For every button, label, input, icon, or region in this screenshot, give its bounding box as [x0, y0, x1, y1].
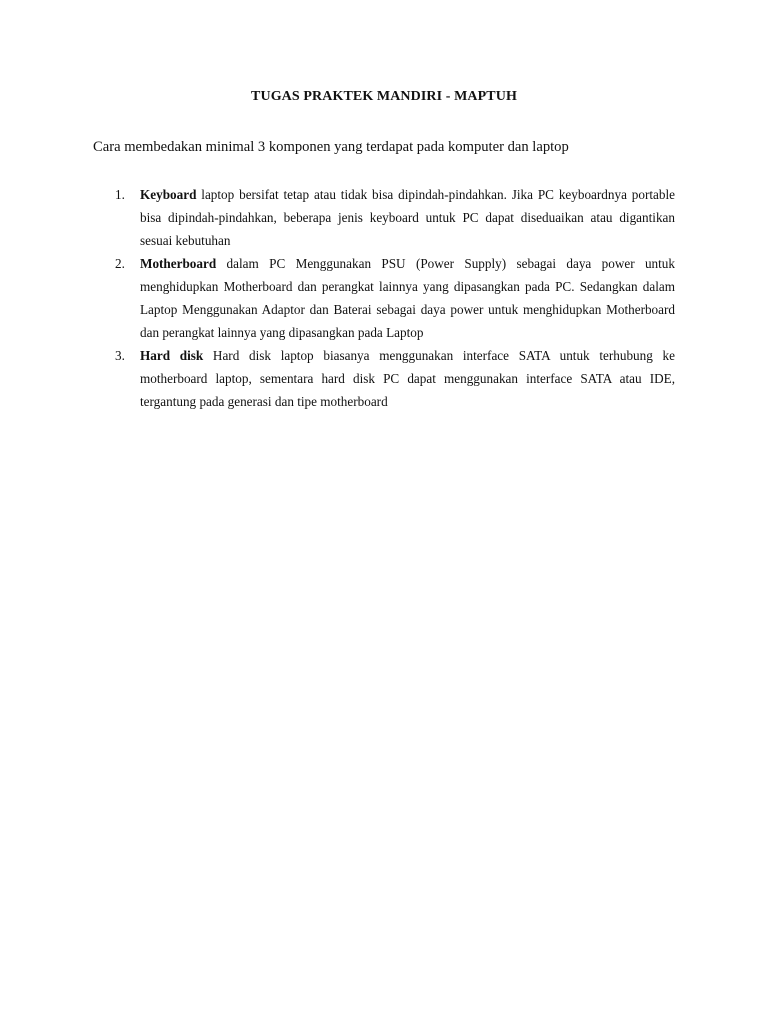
list-item-hard-disk: [93, 344, 675, 413]
list-item-term: Hard disk: [140, 348, 204, 363]
component-list: [93, 183, 675, 413]
list-item-text: laptop bersifat tetap atau tidak bisa dipindah-pindahkan. Jika PC keyboardnya portable bisa dipindah-pindahkan, beberapa jenis keyboard untuk PC dapat diseduaikan atau digantikan sesuai kebutuhan: [140, 187, 675, 248]
document-title: TUGAS PRAKTEK MANDIRI - MAPTUH: [251, 89, 517, 104]
list-item-number: 2.: [115, 256, 125, 271]
list-item-number: 3.: [115, 348, 125, 363]
list-item-number: 1.: [115, 187, 125, 202]
list-item-text: dalam PC Menggunakan PSU (Power Supply) sebagai daya power untuk menghidupkan Motherboard dan perangkat lainnya yang dipasangkan pada PC. Sedangkan dalam Laptop Menggunakan Adaptor dan Baterai sebagai daya power untuk menghidupkan Motherboard dan perangkat lainnya yang dipasangkan pada Laptop: [140, 256, 675, 340]
list-item-term: Keyboard: [140, 187, 197, 202]
intro-paragraph: Cara membedakan minimal 3 komponen yang terdapat pada komputer dan laptop: [93, 139, 569, 155]
list-item-motherboard: [93, 252, 675, 344]
list-item-term: Motherboard: [140, 256, 217, 271]
list-item-text: Hard disk laptop biasanya menggunakan interface SATA untuk terhubung ke motherboard laptop, sementara hard disk PC dapat menggunakan interface SATA atau IDE, tergantung pada generasi dan tipe motherboard: [140, 348, 675, 409]
list-item-keyboard: [93, 183, 675, 252]
